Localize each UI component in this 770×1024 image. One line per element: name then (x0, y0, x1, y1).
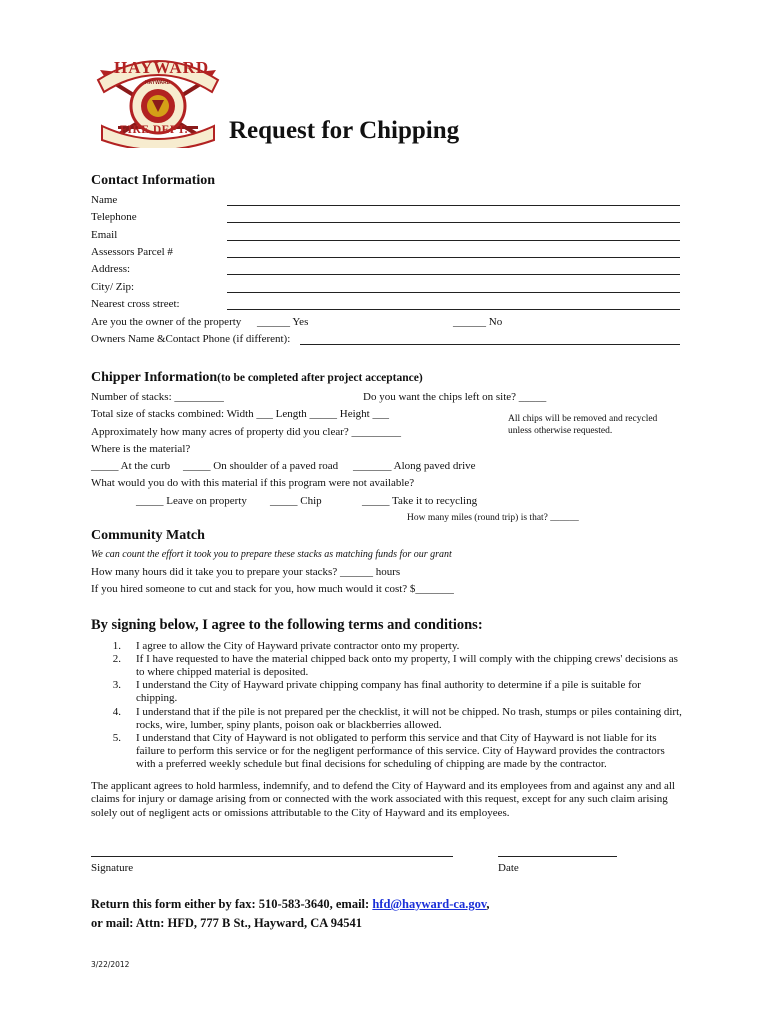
page-title: Request for Chipping (229, 117, 460, 144)
terms-heading: By signing below, I agree to the following terms and conditions: (91, 617, 483, 633)
term-2-number: 2. (112, 653, 121, 665)
leave-on-property-option[interactable]: _____ Leave on property (136, 495, 247, 507)
owners-name-label: Owners Name &Contact Phone (if different): (91, 333, 291, 345)
community-note: We can count the effort it took you to prepare these stacks as matching funds for our grant (91, 549, 452, 560)
owners-name-input-line[interactable] (300, 344, 680, 345)
email-link[interactable]: hfd@hayward-ca.gov (372, 897, 487, 911)
chip-option[interactable]: _____ Chip (270, 495, 322, 507)
removal-note-line2: unless otherwise requested. (508, 426, 613, 436)
logo-bottom-text: FIRE DEPT. (120, 124, 189, 136)
term-3-text: I understand the City of Hayward private chipping company has final authority to determine if a pile is suitable for chipping. (136, 679, 641, 705)
return-line-1 (91, 897, 490, 912)
owner-yes-field[interactable]: ______ Yes (257, 316, 309, 328)
term-4-text: I understand that if the pile is not prepared per the checklist, it will not be chipped. No trash, stumps or piles containing dirt, rocks, wire, lumber, spiny plants, poison oak or blackberries allowed. (136, 706, 682, 732)
owner-question: Are you the owner of the property (91, 316, 242, 328)
location-shoulder-option[interactable]: _____ On shoulder of a paved road (183, 460, 339, 472)
revision-date: 3/22/2012 (91, 960, 130, 969)
signature-line[interactable] (91, 856, 453, 857)
return-comma: , (486, 897, 490, 911)
telephone-label: Telephone (91, 211, 137, 223)
logo-ring-top: HAYWARD (145, 80, 171, 86)
name-input-line[interactable] (227, 205, 680, 206)
contact-heading: Contact Information (91, 173, 216, 188)
return-fax-text: Return this form either by fax: 510-583-3640, email: (91, 897, 373, 911)
city-zip-input-line[interactable] (227, 292, 680, 293)
what-do-label: What would you do with this material if this program were not available? (91, 477, 415, 489)
hold-harmless-paragraph: The applicant agrees to hold harmless, indemnify, and to defend the City of Hayward and its employees from and against any and all claims for injury or damage arising from or connected with the work associated with this request, except for any such claim arising solely out of negligent acts or omissions attributable to the City of Hayward and its employees. (91, 780, 675, 819)
telephone-input-line[interactable] (227, 222, 680, 223)
term-1-text: I agree to allow the City of Hayward private contractor onto my property. (136, 640, 460, 652)
chipper-heading (91, 370, 423, 386)
date-label: Date (498, 862, 519, 874)
email-label: Email (91, 229, 118, 241)
acres-field[interactable]: Approximately how many acres of property did you clear? _________ (91, 426, 402, 438)
email-input-line[interactable] (227, 240, 680, 241)
chips-left-field[interactable]: Do you want the chips left on site? _____ (363, 391, 547, 403)
stack-size-field[interactable]: Total size of stacks combined: Width ___ Length _____ Height ___ (91, 408, 389, 420)
location-drive-option[interactable]: _______ Along paved drive (353, 460, 476, 472)
location-curb-option[interactable]: _____ At the curb (91, 460, 171, 472)
cost-field[interactable]: If you hired someone to cut and stack for you, how much would it cost? $_______ (91, 583, 454, 595)
term-2-text: If I have requested to have the material chipped back onto my property, I will comply with the chipping crews' decisions as to where chipped material is deposited. (136, 653, 678, 679)
where-label: Where is the material? (91, 443, 191, 455)
logo-top-text: HAYWARD (114, 58, 210, 77)
hours-field[interactable]: How many hours did it take you to prepare your stacks? ______ hours (91, 566, 401, 578)
return-line-2: or mail: Attn: HFD, 777 B St., Hayward, CA 94541 (91, 916, 362, 930)
parcel-input-line[interactable] (227, 257, 680, 258)
cross-street-label: Nearest cross street: (91, 298, 180, 310)
city-zip-label: City/ Zip: (91, 281, 135, 293)
owner-no-field[interactable]: ______ No (453, 316, 503, 328)
hayward-fire-logo (88, 48, 228, 148)
term-5-text: I understand that City of Hayward is not obligated to perform this service and that City of Hayward is not liable for its failure to perform this service or for the negligent performance of this service. City of Hayward provides the contractors with a preferred weekly schedule but final decisions for scheduling of chipping are made by the contractor. (136, 732, 665, 771)
term-3-number: 3. (112, 679, 121, 691)
signature-label: Signature (91, 862, 134, 874)
address-label: Address: (91, 263, 131, 275)
recycling-option[interactable]: _____ Take it to recycling (362, 495, 478, 507)
name-label: Name (91, 194, 118, 206)
parcel-label: Assessors Parcel # (91, 246, 173, 258)
address-input-line[interactable] (227, 274, 680, 275)
removal-note-line1: All chips will be removed and recycled (508, 414, 658, 424)
community-heading: Community Match (91, 528, 205, 543)
term-1-number: 1. (112, 640, 121, 652)
chipper-heading-sub: (to be completed after project acceptance) (217, 372, 423, 384)
stacks-field[interactable]: Number of stacks: _________ (91, 391, 224, 403)
term-4-number: 4. (112, 706, 121, 718)
miles-field[interactable]: How many miles (round trip) is that? ______ (407, 513, 579, 523)
date-line[interactable] (498, 856, 617, 857)
term-5-number: 5. (112, 732, 121, 744)
chipper-heading-main: Chipper Information (91, 370, 218, 385)
cross-street-input-line[interactable] (227, 309, 680, 310)
